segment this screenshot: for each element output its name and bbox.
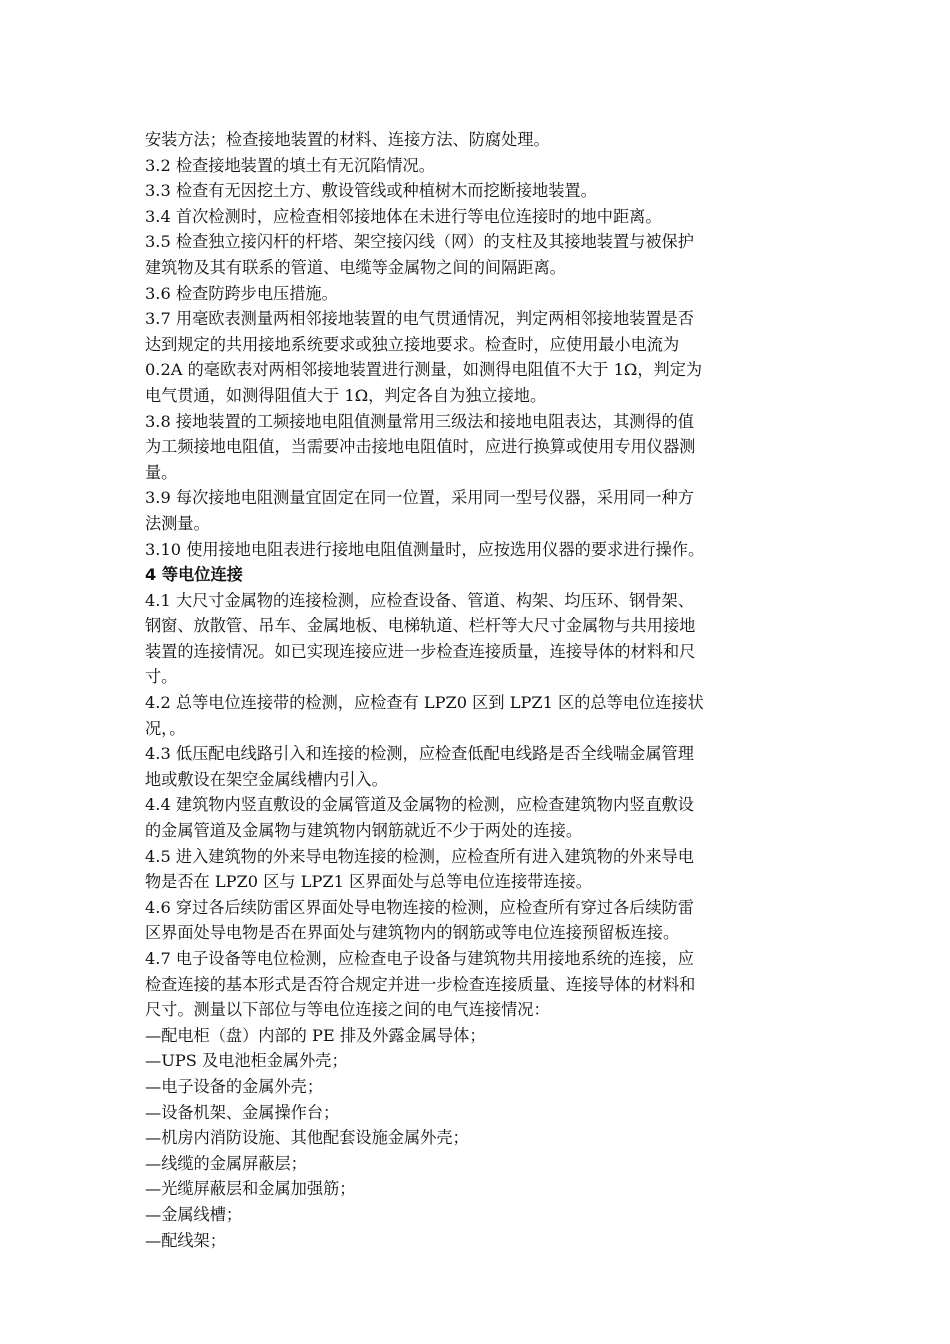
text-line: 尺寸。测量以下部位与等电位连接之间的电气连接情况：	[145, 1000, 550, 1020]
text-line: 量。	[145, 462, 178, 482]
text-line: 3.2 检查接地装置的填土有无沉陷情况。	[145, 155, 435, 175]
list-item: —配电柜（盘）内部的 PE 排及外露金属导体；	[145, 1025, 486, 1045]
text-line: 电气贯通，如测得阻值大于 1Ω，判定各自为独立接地。	[145, 385, 547, 405]
text-line: 4.1 大尺寸金属物的连接检测，应检查设备、管道、构架、均压环、钢骨架、	[145, 590, 694, 610]
text-line: 3.4 首次检测时，应检查相邻接地体在未进行等电位连接时的地中距离。	[145, 206, 662, 226]
text-line: 安装方法；检查接地装置的材料、连接方法、防腐处理。	[145, 130, 550, 149]
text-line: 4.2 总等电位连接带的检测，应检查有 LPZ0 区到 LPZ1 区的总等电位连接状	[145, 693, 704, 713]
text-line: 3.8 接地装置的工频接地电阻值测量常用三级法和接地电阻表达，其测得的值	[145, 411, 694, 431]
text-line: 4.3 低压配电线路引入和连接的检测，应检查低配电线路是否全线喘金属管理	[145, 744, 694, 764]
text-line: 达到规定的共用接地系统要求或独立接地要求。检查时，应使用最小电流为	[145, 334, 680, 354]
list-item: —机房内消防设施、其他配套设施金属外壳；	[145, 1128, 469, 1148]
text-line: 3.9 每次接地电阻测量宜固定在同一位置，采用同一型号仪器，采用同一种方	[145, 488, 694, 508]
document-page	[145, 127, 810, 1253]
text-line: 寸。	[145, 667, 178, 687]
text-line: 3.7 用毫欧表测量两相邻接地装置的电气贯通情况，判定两相邻接地装置是否	[145, 309, 694, 329]
text-line: 的金属管道及金属物与建筑物内钢筋就近不少于两处的连接。	[145, 821, 583, 841]
list-item: —设备机架、金属操作台；	[145, 1102, 340, 1122]
list-item: —电子设备的金属外壳；	[145, 1076, 324, 1096]
section-heading: 4 等电位连接	[145, 565, 243, 585]
text-line: 况，。	[145, 718, 186, 738]
text-line: 地或敷设在架空金属线槽内引入。	[145, 769, 388, 789]
text-line: 0.2A 的毫欧表对两相邻接地装置进行测量，如测得电阻值不大于 1Ω，判定为	[145, 360, 703, 380]
text-line: 装置的连接情况。如已实现连接应进一步检查连接质量，连接导体的材料和尺	[145, 641, 696, 661]
list-item: —线缆的金属屏蔽层；	[145, 1153, 307, 1173]
text-line: 法测量。	[145, 513, 210, 533]
list-item: —UPS 及电池柜金属外壳；	[145, 1051, 348, 1071]
text-line: 为工频接地电阻值，当需要冲击接地电阻值时，应进行换算或使用专用仪器测	[145, 437, 696, 457]
text-line: 检查连接的基本形式是否符合规定并进一步检查连接质量、连接导体的材料和	[145, 974, 696, 994]
text-line: 4.5 进入建筑物的外来导电物连接的检测，应检查所有进入建筑物的外来导电	[145, 846, 694, 866]
list-item: —金属线槽；	[145, 1204, 243, 1224]
text-line: 区界面处导电物是否在界面处与建筑物内的钢筋或等电位连接预留板连接。	[145, 923, 680, 943]
text-line: 4.4 建筑物内竖直敷设的金属管道及金属物的检测，应检查建筑物内竖直敷设	[145, 795, 694, 815]
text-line: 3.3 检查有无因挖土方、敷设管线或种植树木而挖断接地装置。	[145, 181, 597, 201]
text-line: 4.6 穿过各后续防雷区界面处导电物连接的检测，应检查所有穿过各后续防雷	[145, 897, 694, 917]
list-item: —配线架；	[145, 1230, 226, 1250]
text-line: 建筑物及其有联系的管道、电缆等金属物之间的间隔距离。	[145, 257, 566, 277]
text-line: 3.10 使用接地电阻表进行接地电阻值测量时，应按选用仪器的要求进行操作。	[145, 539, 705, 559]
text-line: 物是否在 LPZ0 区与 LPZ1 区界面处与总等电位连接带连接。	[145, 872, 592, 892]
text-line: 3.6 检查防跨步电压措施。	[145, 283, 338, 303]
text-line: 4.7 电子设备等电位检测，应检查电子设备与建筑物共用接地系统的连接，应	[145, 949, 694, 968]
text-line: 3.5 检查独立接闪杆的杆塔、架空接闪线（网）的支柱及其接地装置与被保护	[145, 232, 694, 252]
text-line: 钢窗、放散管、吊车、金属地板、电梯轨道、栏杆等大尺寸金属物与共用接地	[145, 616, 696, 636]
list-item: —光缆屏蔽层和金属加强筋；	[145, 1179, 356, 1199]
